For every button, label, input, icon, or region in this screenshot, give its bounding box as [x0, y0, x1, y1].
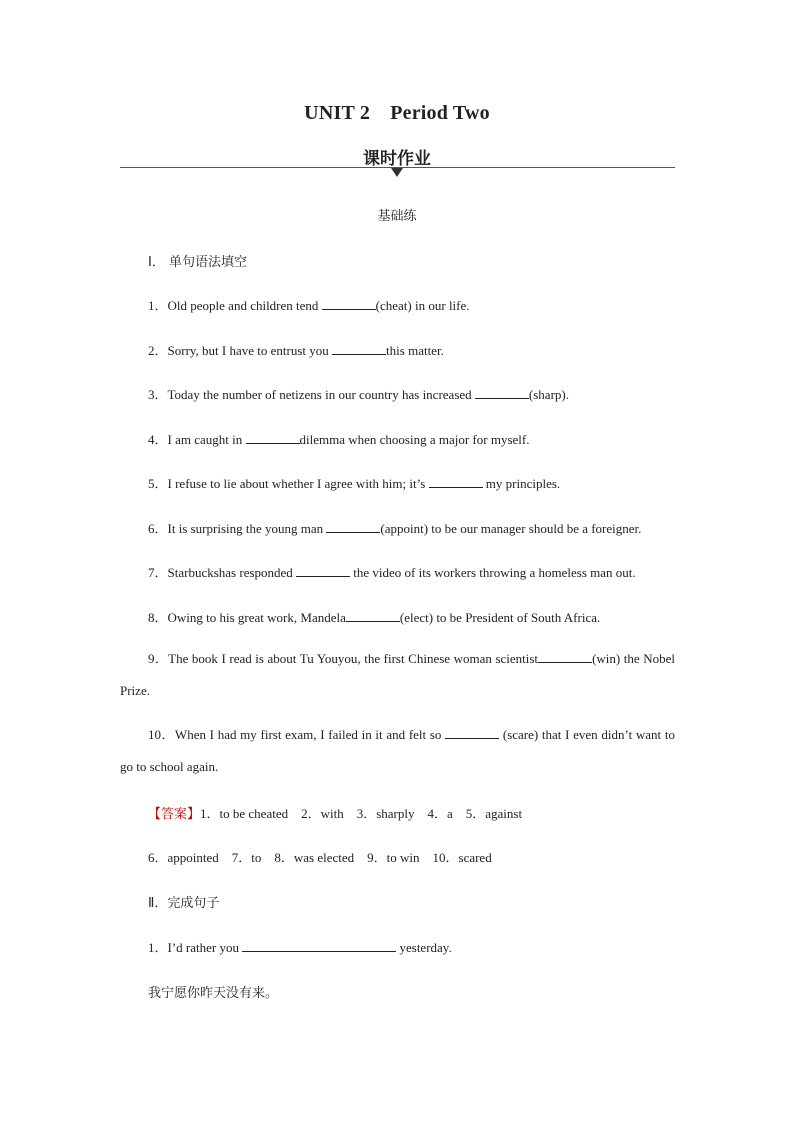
answer-blank[interactable]	[246, 431, 300, 444]
part2-heading: Ⅱ．完成句子	[148, 896, 220, 911]
question-2: 2．Sorry, but I have to entrust you this matter.	[148, 343, 444, 358]
part2-question-1: 1．I’d rather you yesterday.	[148, 940, 452, 955]
page-subtitle: 课时作业	[363, 149, 431, 169]
answer-key-line-2: 6．appointed 7．to 8．was elected 9．to win 10．scared	[148, 850, 492, 865]
answer-blank[interactable]	[475, 386, 529, 399]
answer-blank[interactable]	[346, 609, 400, 622]
question-7: 7．Starbuckshas responded the video of its workers throwing a homeless man out.	[148, 565, 636, 580]
divider-arrow-icon	[391, 168, 403, 177]
answer-blank[interactable]	[445, 726, 499, 739]
answer-blank[interactable]	[326, 520, 380, 533]
answer-blank[interactable]	[296, 564, 350, 577]
question-5: 5．I refuse to lie about whether I agree with him; it’s my principles.	[148, 476, 561, 491]
answer-blank[interactable]	[429, 475, 483, 488]
answer-blank[interactable]	[242, 939, 396, 952]
question-1: 1．Old people and children tend (cheat) in our life.	[148, 298, 470, 313]
part1-heading: Ⅰ． 单句语法填空	[148, 255, 247, 270]
section-title: 基础练	[377, 209, 417, 224]
question-10: 10．When I had my first exam, I failed in it and felt so (scare) that I even didn’t want to go to school again.	[120, 727, 675, 774]
answer-blank[interactable]	[332, 342, 386, 355]
answer-blank[interactable]	[538, 650, 592, 663]
question-3: 3．Today the number of netizens in our country has increased (sharp).	[148, 387, 569, 402]
question-6: 6．It is surprising the young man (appoint) to be our manager should be a foreigner.	[148, 521, 642, 536]
answer-tag: 【答案】	[148, 807, 201, 822]
question-8: 8．Owing to his great work, Mandela (elect) to be President of South Africa.	[148, 610, 601, 625]
question-9: 9．The book I read is about Tu Youyou, the first Chinese woman scientist (win) the Nobel Prize.	[120, 651, 675, 698]
answer-blank[interactable]	[322, 297, 376, 310]
question-4: 4．I am caught in dilemma when choosing a major for myself.	[148, 432, 530, 447]
part2-question-1-translation: 我宁愿你昨天没有来。	[148, 986, 279, 1001]
answer-key-line-1: 【答案】1．to be cheated 2．with 3．sharply 4．a 5．against	[148, 806, 523, 822]
page-title: UNIT 2 Period Two	[304, 102, 490, 124]
